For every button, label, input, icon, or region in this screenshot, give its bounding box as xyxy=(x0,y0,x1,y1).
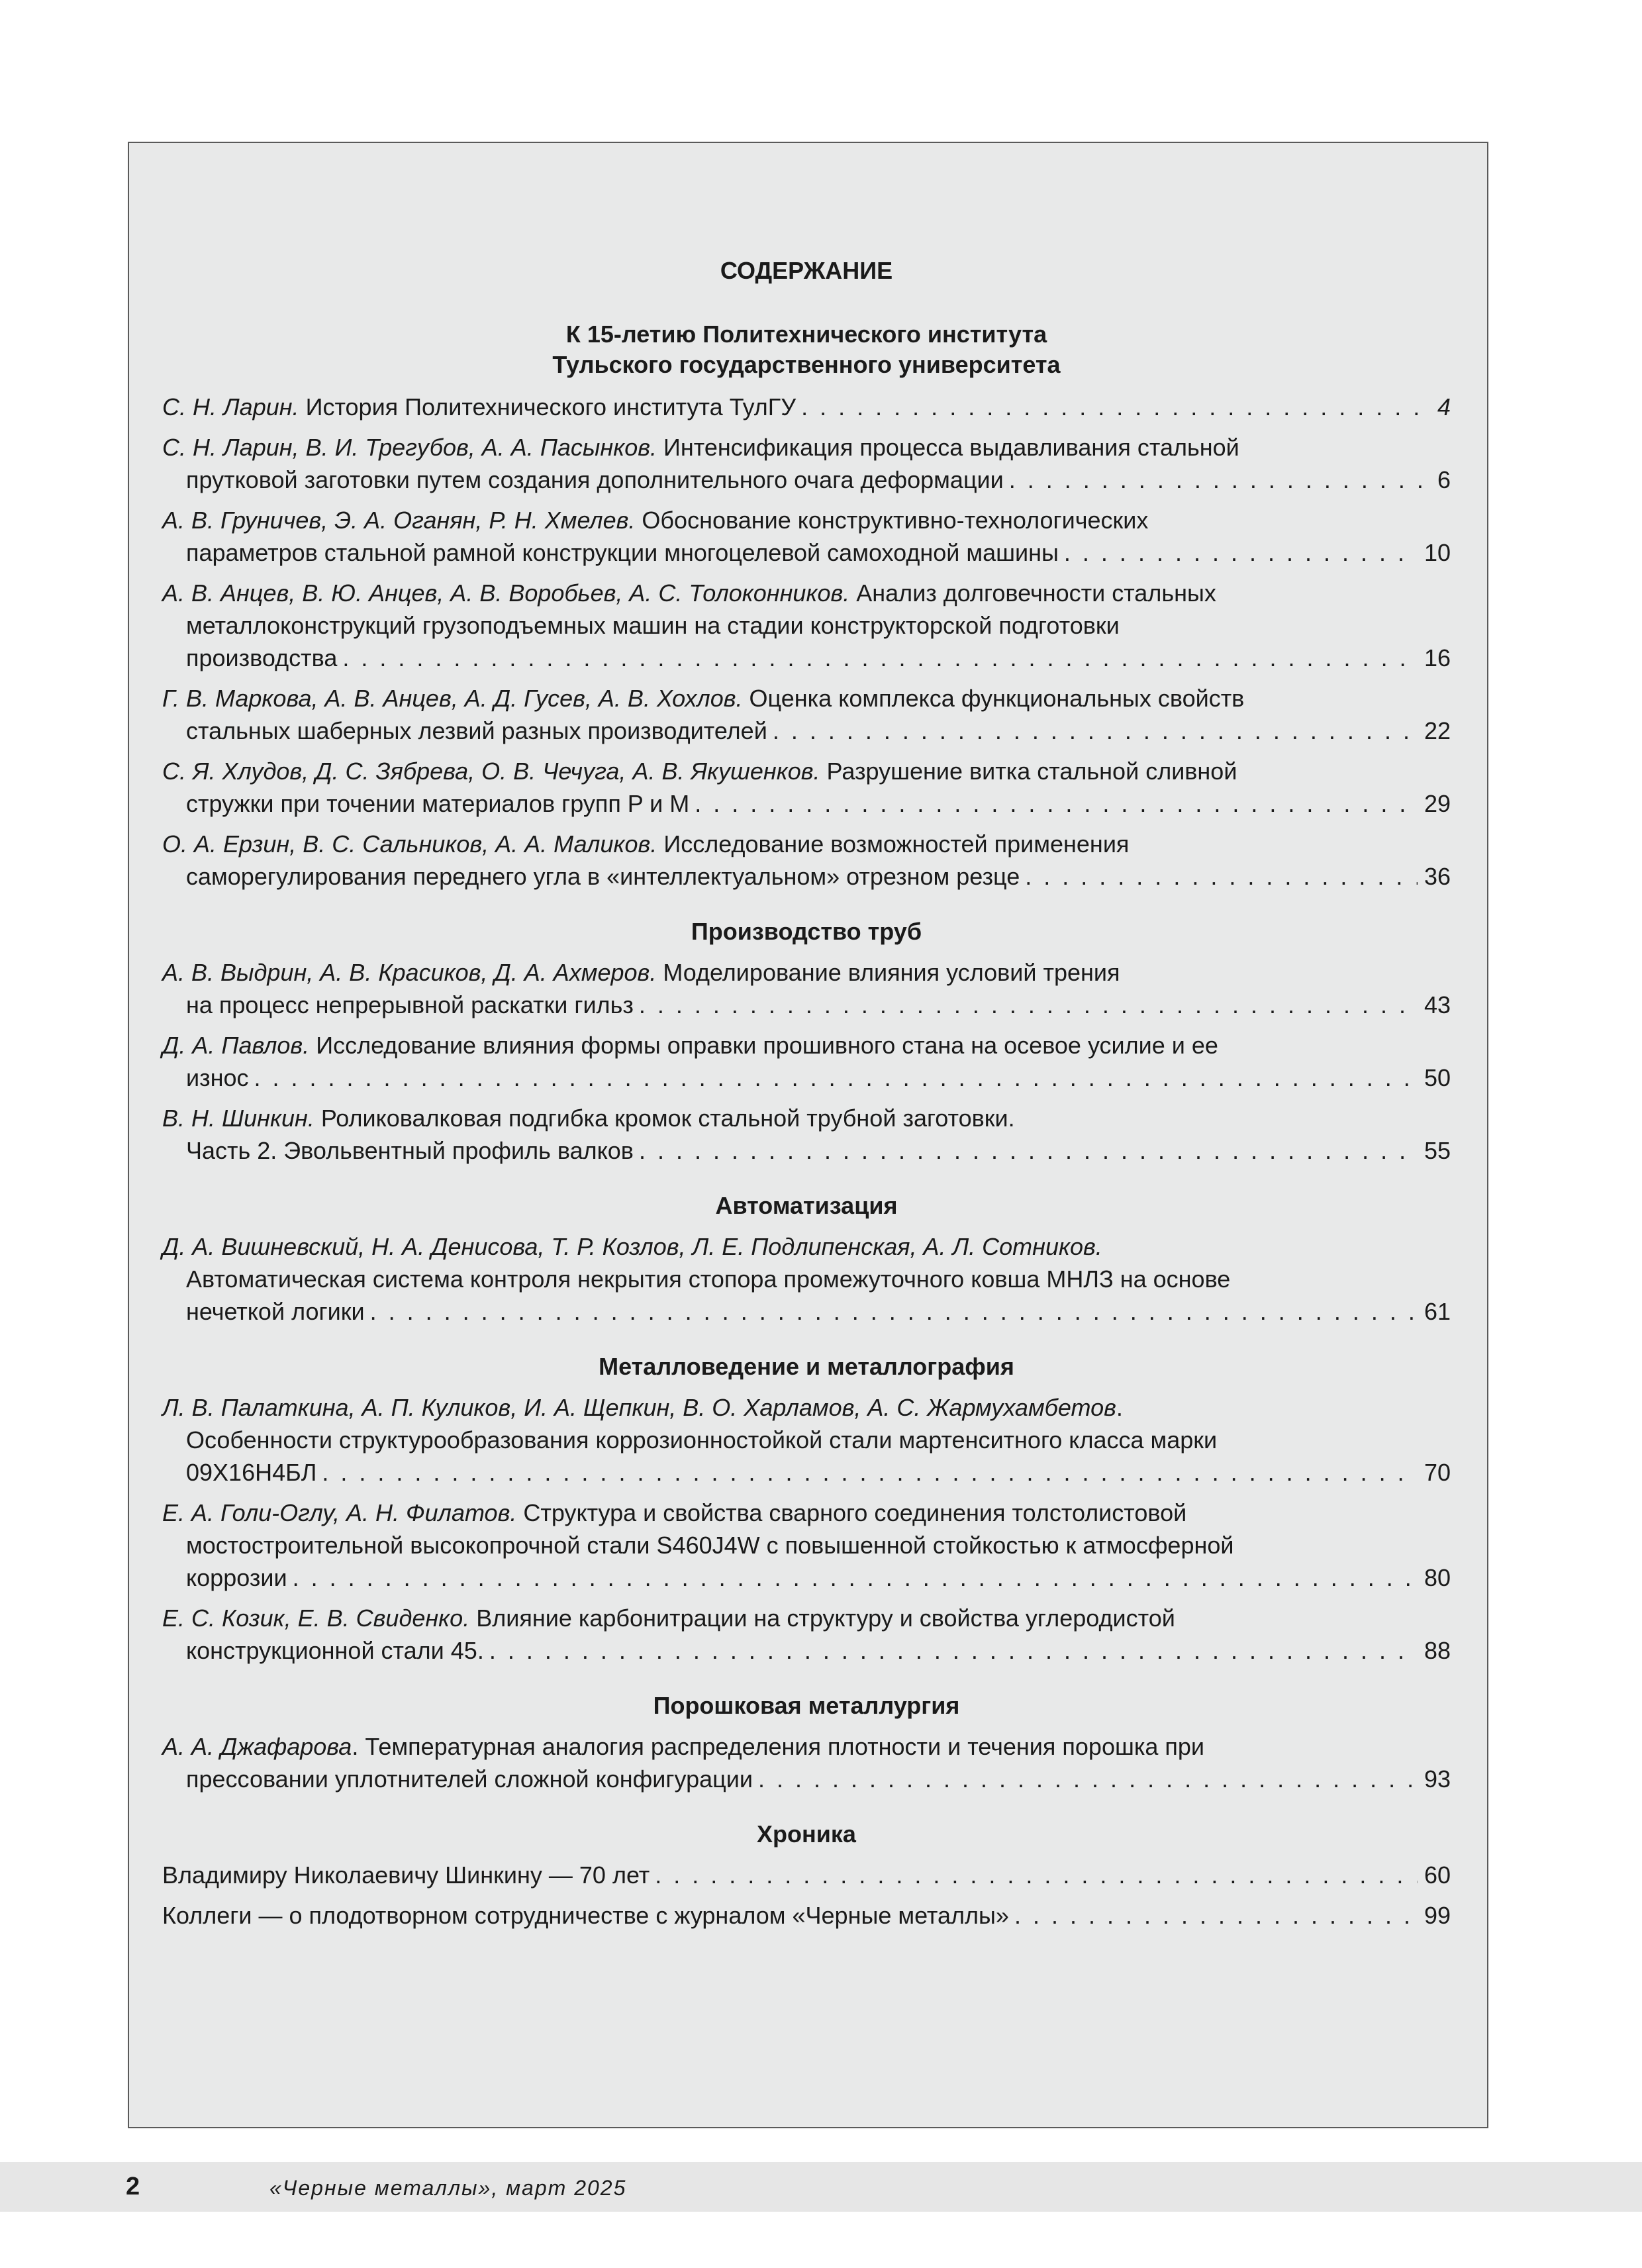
toc-entry xyxy=(162,1230,1451,1328)
toc-entry xyxy=(162,1859,1451,1891)
entry-line xyxy=(162,1029,1451,1061)
entry-page-number: 29 xyxy=(1424,790,1451,817)
entry-last-line xyxy=(162,1859,1451,1891)
entry-title-text: стальных шаберных лезвий разных производителей xyxy=(186,717,767,744)
entry-line-text xyxy=(162,1899,1009,1932)
entry-title-text: конструкционной стали 45. xyxy=(186,1637,484,1664)
dot-leader xyxy=(639,989,1418,1021)
entry-last-line xyxy=(162,1456,1451,1489)
entry-line xyxy=(162,1263,1451,1295)
entry-title-text: Исследование возможностей применения xyxy=(657,830,1130,858)
entry-line-text xyxy=(186,1634,484,1667)
dot-leader xyxy=(293,1561,1418,1594)
entry-line-text xyxy=(186,1061,249,1094)
toc-entry xyxy=(162,828,1451,893)
section-title xyxy=(162,1691,1451,1721)
entry-title-text: Структура и свойства сварного соединения толстолистовой xyxy=(516,1499,1187,1526)
entry-line-text xyxy=(162,391,796,423)
entry-last-line xyxy=(162,391,1451,423)
entry-title-text: стружки при точении материалов групп P и M xyxy=(186,790,690,817)
entry-line-text xyxy=(186,715,767,747)
entry-line-text xyxy=(186,1561,287,1594)
section-title-line: Металловедение и металлография xyxy=(599,1353,1014,1380)
entry-last-line xyxy=(162,1899,1451,1932)
entry-line xyxy=(162,682,1451,715)
dot-leader xyxy=(758,1763,1418,1795)
entry-last-line xyxy=(162,1634,1451,1667)
toc-content xyxy=(162,256,1451,1940)
entry-authors: Д. А. Вишневский, Н. А. Денисова, Т. Р. Козлов, Л. Е. Подлипенская, А. Л. Сотников. xyxy=(162,1233,1102,1260)
entry-line xyxy=(162,609,1451,642)
entry-title-text: Влияние карбонитрации на структуру и свойства углеродистой xyxy=(469,1604,1175,1632)
dot-leader xyxy=(655,1859,1418,1891)
entry-page-number: 43 xyxy=(1424,991,1451,1018)
entry-line-text xyxy=(186,464,1004,496)
entry-authors: Е. С. Козик, Е. В. Свиденко. xyxy=(162,1604,470,1632)
entry-title-text: Роликовалковая подгибка кромок стальной трубной заготовки. xyxy=(314,1105,1015,1132)
dot-leader xyxy=(1009,464,1431,496)
entry-line-text xyxy=(186,1295,365,1328)
toc-entry xyxy=(162,1602,1451,1667)
entry-line xyxy=(162,1602,1451,1634)
dot-leader xyxy=(322,1456,1418,1489)
entry-last-line xyxy=(162,536,1451,569)
entry-last-line xyxy=(162,860,1451,893)
toc-entry xyxy=(162,1497,1451,1594)
entry-title-text: Интенсификация процесса выдавливания стальной xyxy=(657,434,1239,461)
entry-authors: А. В. Выдрин, А. В. Красиков, Д. А. Ахмеров. xyxy=(162,959,657,986)
entry-line-text xyxy=(186,1763,753,1795)
entry-title-text: . Температурная аналогия распределения плотности и течения порошка при xyxy=(352,1733,1205,1760)
toc-entry xyxy=(162,755,1451,820)
entry-page-number: 16 xyxy=(1424,644,1451,671)
entry-line xyxy=(162,1391,1451,1424)
entry-last-line xyxy=(162,1061,1451,1094)
entry-page-number: 61 xyxy=(1424,1298,1451,1325)
entry-title-text: износ xyxy=(186,1064,249,1091)
entry-page-number: 55 xyxy=(1424,1137,1451,1164)
entry-title-text: металлоконструкций грузоподъемных машин на стадии конструкторской подготовки xyxy=(186,612,1120,639)
entry-authors: Л. В. Палаткина, А. П. Куликов, И. А. Щепкин, В. О. Харламов, А. С. Жармухамбетов xyxy=(162,1394,1116,1421)
entry-title-text: Оценка комплекса функциональных свойств xyxy=(742,685,1245,712)
toc-entry xyxy=(162,1899,1451,1932)
section-title xyxy=(162,916,1451,947)
entry-authors: Е. А. Голи-Оглу, А. Н. Филатов. xyxy=(162,1499,517,1526)
entry-page-number: 88 xyxy=(1424,1637,1451,1664)
toc-entry xyxy=(162,1730,1451,1795)
entry-authors: Г. В. Маркова, А. В. Анцев, А. Д. Гусев, А. В. Хохлов. xyxy=(162,685,743,712)
entry-authors: С. Н. Ларин. xyxy=(162,393,299,420)
entry-title-text: коррозии xyxy=(186,1564,287,1591)
entry-line-text xyxy=(162,1859,650,1891)
entry-title-text: Часть 2. Эвольвентный профиль валков xyxy=(186,1137,634,1164)
entry-page-number: 50 xyxy=(1424,1064,1451,1091)
entry-title-text: мостостроительной высокопрочной стали S460J4W с повышенной стойкостью к атмосферной xyxy=(186,1532,1234,1559)
toc-entry xyxy=(162,1391,1451,1489)
entry-title-text: Моделирование влияния условий трения xyxy=(656,959,1120,986)
dot-leader xyxy=(639,1134,1418,1167)
entry-page-number: 6 xyxy=(1437,466,1451,493)
entry-title-text: Исследование влияния формы оправки прошивного стана на осевое усилие и ее xyxy=(309,1032,1218,1059)
footer-journal-title: «Черные металлы», март 2025 xyxy=(269,2176,627,2200)
dot-leader xyxy=(342,642,1418,674)
entry-last-line xyxy=(162,642,1451,674)
entry-title-text: прессовании уплотнителей сложной конфигурации xyxy=(186,1765,753,1793)
entry-page-number: 22 xyxy=(1424,717,1451,744)
dot-leader xyxy=(801,391,1431,423)
entry-line xyxy=(162,431,1451,464)
section-title xyxy=(162,319,1451,380)
entry-line xyxy=(162,956,1451,989)
entry-authors: А. В. Груничев, Э. А. Оганян, Р. Н. Хмелев. xyxy=(162,507,636,534)
entry-page-number: 10 xyxy=(1424,539,1451,566)
entry-page-number: 70 xyxy=(1424,1459,1451,1486)
entry-line-text xyxy=(186,1134,634,1167)
toc-entry xyxy=(162,1029,1451,1094)
toc-entry xyxy=(162,682,1451,747)
entry-line xyxy=(162,755,1451,787)
entry-page-number: 36 xyxy=(1424,863,1451,890)
entry-title-text: производства xyxy=(186,644,338,671)
dot-leader xyxy=(773,715,1418,747)
entry-last-line xyxy=(162,1561,1451,1594)
entry-page-number: 4 xyxy=(1437,393,1451,420)
entry-last-line xyxy=(162,1763,1451,1795)
entry-title-text: Разрушение витка стальной сливной xyxy=(820,758,1237,785)
section-title-line: Хроника xyxy=(757,1820,856,1848)
dot-leader xyxy=(1064,536,1418,569)
entry-title-text: нечеткой логики xyxy=(186,1298,365,1325)
section-title xyxy=(162,1819,1451,1849)
footer-page-number: 2 xyxy=(126,2173,140,2200)
entry-page-number: 60 xyxy=(1424,1861,1451,1889)
section-title-line: Порошковая металлургия xyxy=(653,1692,960,1719)
entry-authors: О. А. Ерзин, В. С. Сальников, А. А. Маликов. xyxy=(162,830,657,858)
entry-authors: Д. А. Павлов. xyxy=(162,1032,310,1059)
entry-title-text: Автоматическая система контроля некрытия стопора промежуточного ковша МНЛЗ на основе xyxy=(186,1265,1231,1293)
entry-line-text xyxy=(186,642,337,674)
entry-title-text: 09Х16Н4БЛ xyxy=(186,1459,317,1486)
entry-authors: С. Н. Ларин, В. И. Трегубов, А. А. Пасынков. xyxy=(162,434,657,461)
entry-last-line xyxy=(162,989,1451,1021)
entry-line xyxy=(162,577,1451,609)
entry-title-text: Владимиру Николаевичу Шинкину — 70 лет xyxy=(162,1861,650,1889)
toc-entry xyxy=(162,391,1451,423)
footer-band xyxy=(0,2162,1642,2212)
entry-page-number: 80 xyxy=(1424,1564,1451,1591)
entry-line xyxy=(162,1424,1451,1456)
section-title-line: Производство труб xyxy=(691,918,922,945)
entry-title-text: Коллеги — о плодотворном сотрудничестве с журналом «Черные металлы» xyxy=(162,1902,1009,1929)
entry-title-text: Обоснование конструктивно-технологических xyxy=(635,507,1149,534)
entry-last-line xyxy=(162,1295,1451,1328)
dot-leader xyxy=(1025,860,1418,893)
entry-line-text xyxy=(186,989,634,1021)
entry-last-line xyxy=(162,1134,1451,1167)
entry-authors: В. Н. Шинкин. xyxy=(162,1105,314,1132)
entry-title-text: на процесс непрерывной раскатки гильз xyxy=(186,991,634,1018)
entry-title-text: прутковой заготовки путем создания дополнительного очага деформации xyxy=(186,466,1004,493)
toc-entry xyxy=(162,1102,1451,1167)
section-title xyxy=(162,1352,1451,1382)
entry-title-text: саморегулирования переднего угла в «интеллектуальном» отрезном резце xyxy=(186,863,1020,890)
entry-line-text xyxy=(186,1456,316,1489)
entry-line xyxy=(162,1497,1451,1529)
entry-line xyxy=(162,1102,1451,1134)
entry-line-text xyxy=(186,536,1059,569)
entry-last-line xyxy=(162,464,1451,496)
entry-title-text: Анализ долговечности стальных xyxy=(849,579,1216,607)
section-title xyxy=(162,1191,1451,1221)
section-title-line: Автоматизация xyxy=(715,1192,898,1219)
entry-line-text xyxy=(186,787,689,820)
entry-title-text: параметров стальной рамной конструкции многоцелевой самоходной машины xyxy=(186,539,1059,566)
entry-line-text xyxy=(186,860,1020,893)
dot-leader xyxy=(254,1061,1418,1094)
toc-entry xyxy=(162,577,1451,674)
entry-line xyxy=(162,504,1451,536)
entry-title-text: Особенности структурообразования коррозионностойкой стали мартенситного класса марки xyxy=(186,1426,1218,1454)
entry-line xyxy=(162,1730,1451,1763)
entry-line xyxy=(162,1230,1451,1263)
entry-authors: А. А. Джафарова xyxy=(162,1733,352,1760)
entry-title-text: История Политехнического института ТулГУ xyxy=(299,393,797,420)
section-title-line: К 15-летию Политехнического института xyxy=(565,320,1047,348)
entry-last-line xyxy=(162,715,1451,747)
toc-entry xyxy=(162,431,1451,496)
entry-page-number: 93 xyxy=(1424,1765,1451,1793)
toc-entry xyxy=(162,956,1451,1021)
entry-authors: С. Я. Хлудов, Д. С. Зябрева, О. В. Чечуга, А. В. Якушенков. xyxy=(162,758,820,785)
dot-leader xyxy=(1014,1899,1418,1932)
toc-entry xyxy=(162,504,1451,569)
entry-title-text: . xyxy=(1116,1394,1123,1421)
entry-line xyxy=(162,1529,1451,1561)
section-title-line: Тульского государственного университета xyxy=(552,351,1061,378)
dot-leader xyxy=(695,787,1418,820)
entry-last-line xyxy=(162,787,1451,820)
toc-title: СОДЕРЖАНИЕ xyxy=(720,257,893,284)
dot-leader xyxy=(489,1634,1418,1667)
dot-leader xyxy=(370,1295,1418,1328)
entry-page-number: 99 xyxy=(1424,1902,1451,1929)
toc-frame xyxy=(128,142,1488,2128)
entry-authors: А. В. Анцев, В. Ю. Анцев, А. В. Воробьев, А. С. Толоконников. xyxy=(162,579,850,607)
entry-line xyxy=(162,828,1451,860)
